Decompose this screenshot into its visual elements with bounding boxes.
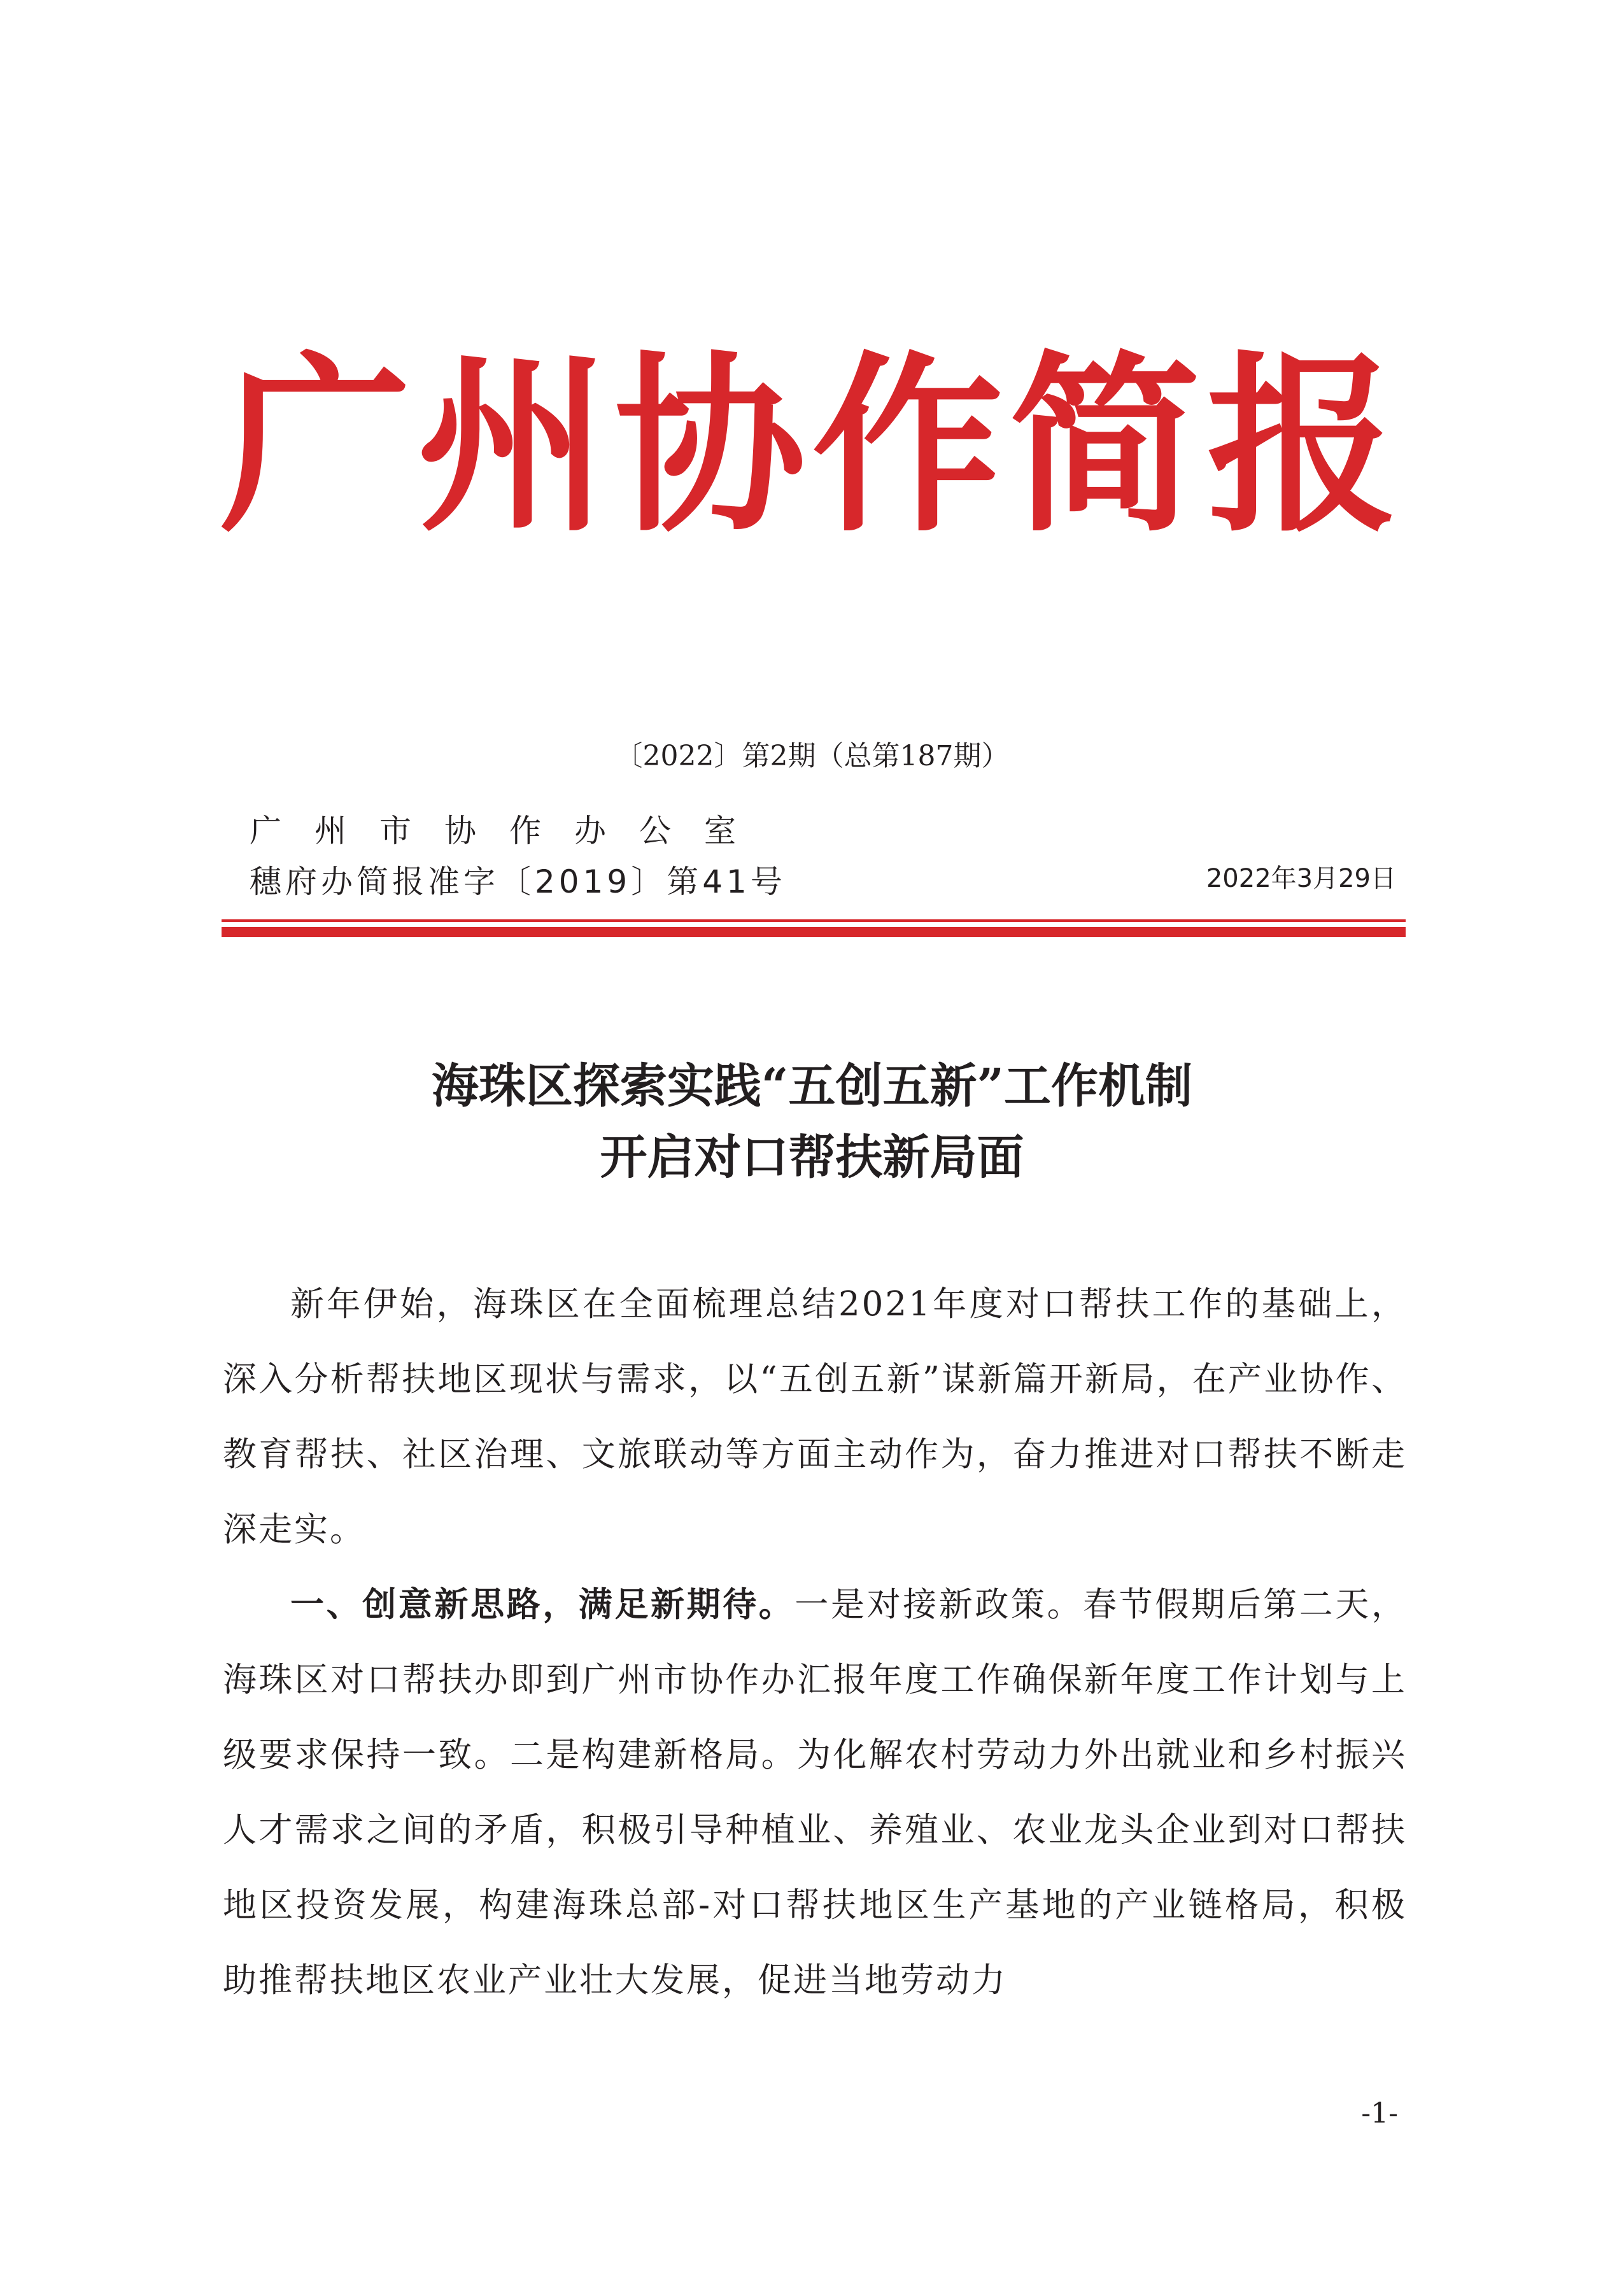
permit-number: 穗府办简报准字〔2019〕第41号 <box>250 863 786 900</box>
issue-number: 〔2022〕第2期（总第187期） <box>614 740 1010 772</box>
section-one-text: 一是对接新政策。春节假期后第二天，海珠区对口帮扶办即到广州市协作办汇报年度工作确保新年度工作计划与上级要求保持一致。二是构建新格局。为化解农村劳动力外出就业和乡村振兴人才需求之间的矛盾，积极引导种植业、养殖业、农业龙头企业到对口帮扶地区投资发展，构建海珠总部-对口帮扶地区生产基地的产业链格局，积极助推帮扶地区农业产业壮大发展，促进当地劳动力 <box>223 1585 1408 2000</box>
article-body <box>223 1267 1407 2018</box>
paragraph-section-one <box>223 1567 1407 2018</box>
header-divider-thin <box>222 919 1406 922</box>
page-number: -1- <box>1361 2097 1398 2130</box>
article-title <box>0 1051 1624 1193</box>
masthead-title: 广州协作简报 <box>220 333 1404 558</box>
publication-date: 2022年3月29日 <box>1206 864 1396 893</box>
section-one-heading: 一、创意新思路，满足新期待。 <box>290 1585 795 1624</box>
paragraph-intro: 新年伊始，海珠区在全面梳理总结2021年度对口帮扶工作的基础上，深入分析帮扶地区现状与需求，以“五创五新”谋新篇开新局，在产业协作、教育帮扶、社区治理、文旅联动等方面主动作为，奋力推进对口帮扶不断走深走实。 <box>223 1285 1407 1549</box>
article-title-line-1: 海珠区探索实践“五创五新”工作机制 <box>431 1059 1193 1114</box>
header-divider-thick <box>222 927 1406 937</box>
issuing-office: 广州市协作办公室 <box>250 812 769 849</box>
article-title-line-2: 开启对口帮扶新局面 <box>600 1130 1024 1185</box>
